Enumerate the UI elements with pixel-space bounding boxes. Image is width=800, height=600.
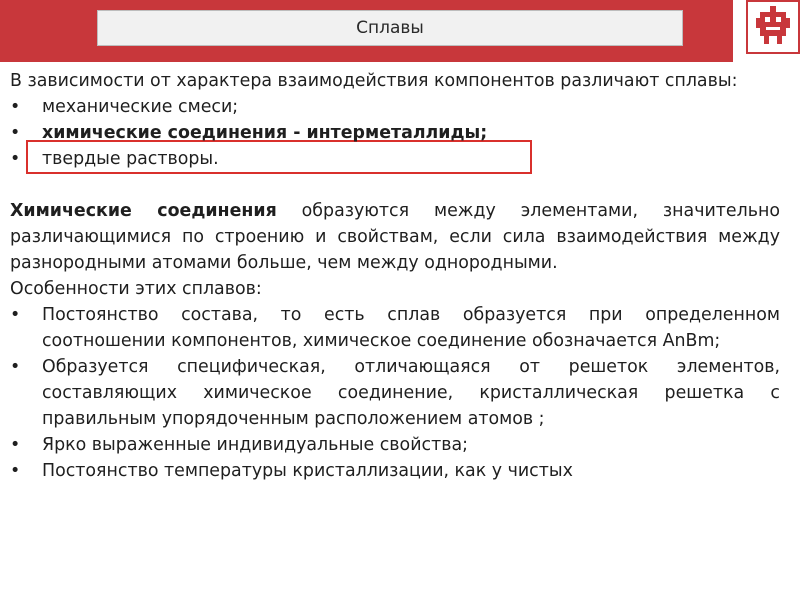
bullet-icon: • (10, 435, 21, 455)
alloy-type-text: механические смеси; (42, 97, 239, 117)
list-item (10, 94, 780, 120)
list-item (10, 302, 780, 354)
paragraph-gap (10, 172, 780, 198)
bullet-icon: • (10, 123, 21, 143)
feature-text: Постоянство состава, то есть сплав образуется при определенном соотношении компонентов, химическое соединение обозначается AnBm; (42, 305, 780, 351)
alloy-type-text-highlighted: химические соединения - интерметаллиды; (42, 123, 488, 143)
list-item (10, 432, 780, 458)
bullet-icon: • (10, 357, 21, 377)
list-item (10, 458, 780, 484)
definition-term: Химические соединения (10, 201, 277, 221)
bullet-icon: • (10, 305, 21, 325)
robot-logo-icon (746, 0, 800, 54)
bullet-icon: • (10, 97, 21, 117)
feature-text: Постоянство температуры кристаллизации, как у чистых (42, 461, 573, 481)
alloy-type-text: твердые растворы. (42, 149, 219, 169)
features-list (10, 302, 780, 484)
list-item (10, 146, 780, 172)
features-heading: Особенности этих сплавов: (10, 279, 262, 299)
bullet-icon: • (10, 461, 21, 481)
slide-title: Сплавы (97, 10, 683, 46)
list-item (10, 120, 780, 146)
feature-text: Образуется специфическая, отличающаяся от решеток элементов, составляющих химическое соединение, кристаллическая решетка с правильным упорядоченным расположением атомов ; (42, 357, 780, 429)
intro-lead: В зависимости от характера взаимодействия компонентов различают сплавы: (10, 71, 738, 91)
feature-text: Ярко выраженные индивидуальные свойства; (42, 435, 468, 455)
bullet-icon: • (10, 149, 21, 169)
definition-paragraph (10, 198, 780, 276)
list-item (10, 354, 780, 432)
definition-text: образуются между элементами, значительно различающимися по строению и свойствам, если сила взаимодействия между разнородными атомами больше, чем между однородными. (10, 201, 780, 273)
alloy-types-list (10, 94, 780, 172)
slide-body (10, 68, 780, 484)
